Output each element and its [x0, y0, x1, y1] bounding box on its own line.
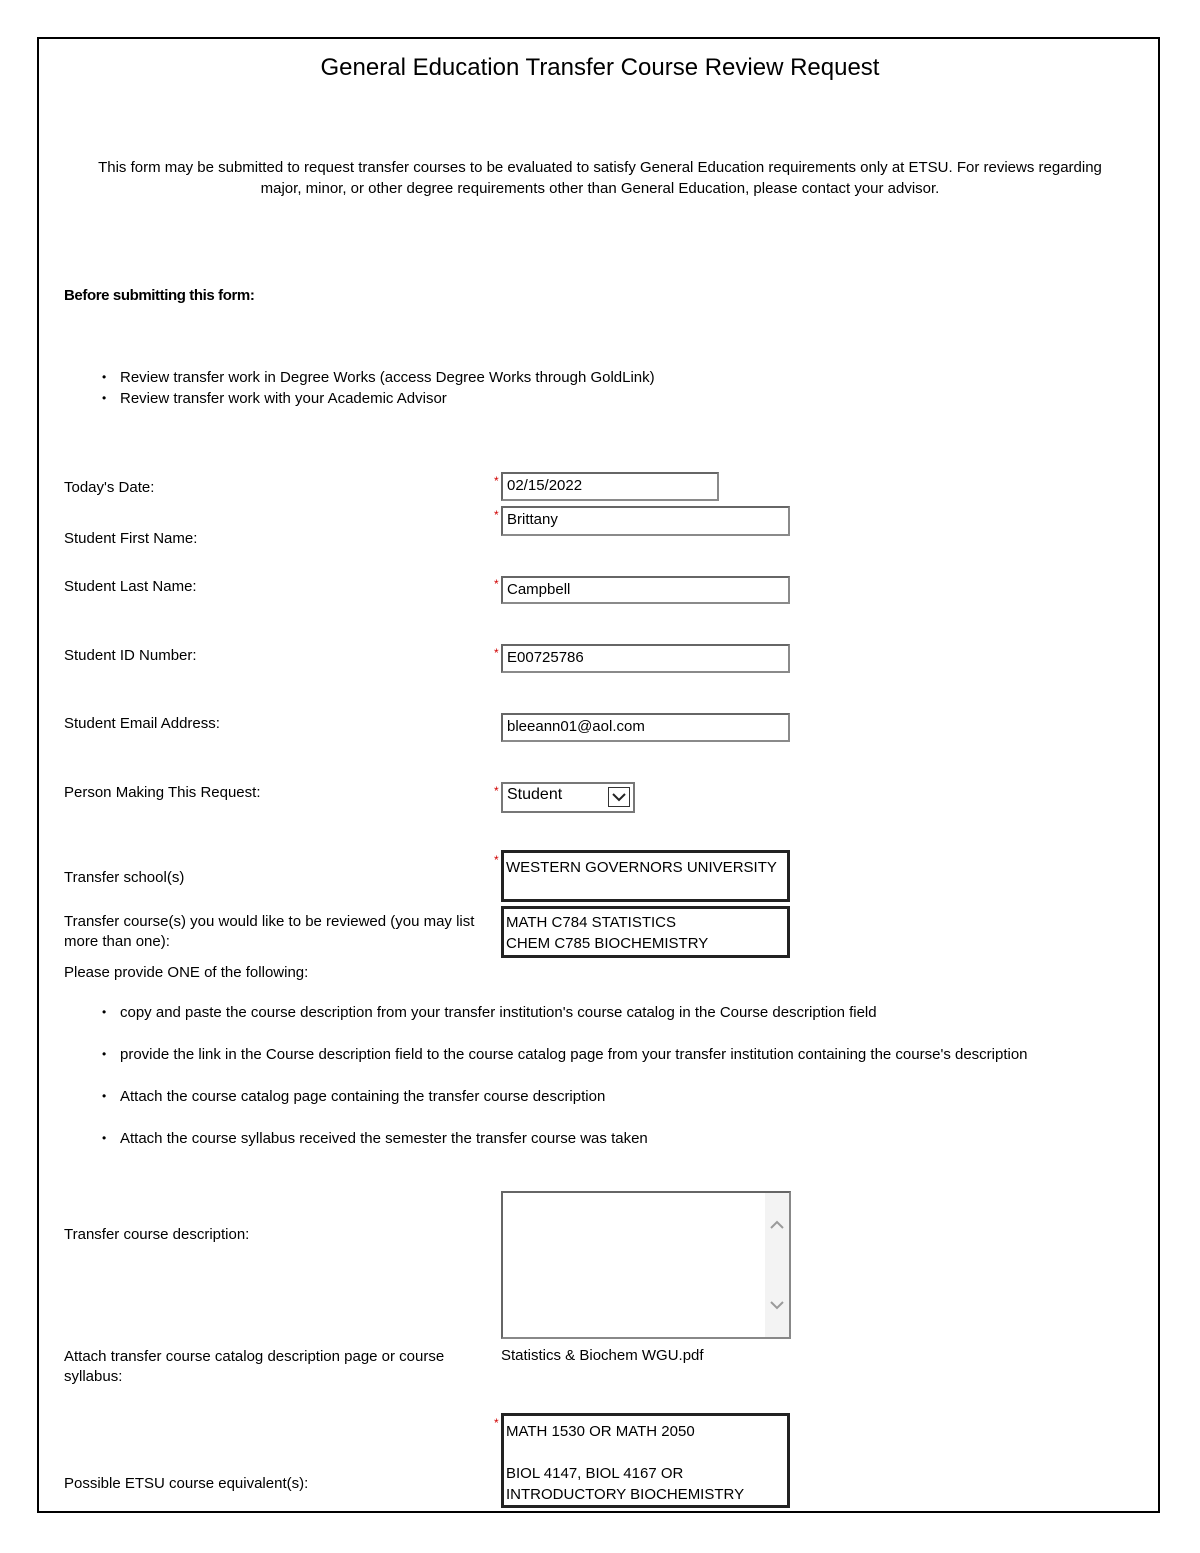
transfer-courses-field[interactable]	[501, 906, 790, 958]
scrollbar[interactable]	[765, 1193, 789, 1337]
attachment-label: Attach transfer course catalog description page or course syllabus:	[64, 1348, 445, 1385]
person-label: Person Making This Request:	[64, 784, 261, 801]
etsu-equivalent-line: MATH 1530 OR MATH 2050	[506, 1423, 695, 1440]
required-marker: *	[494, 474, 499, 488]
chevron-down-icon[interactable]	[608, 787, 630, 807]
course-description-label: Transfer course description:	[64, 1226, 250, 1243]
attachment-filename[interactable]: Statistics & Biochem WGU.pdf	[501, 1347, 704, 1364]
provide-list	[100, 1002, 1090, 1170]
last-name-field[interactable]: Campbell	[501, 576, 790, 604]
transfer-course-line: CHEM C785 BIOCHEMISTRY	[506, 935, 709, 952]
before-heading: Before submitting this form:	[64, 287, 255, 304]
etsu-equivalent-label: Possible ETSU course equivalent(s):	[64, 1475, 309, 1492]
chevron-down-icon[interactable]	[769, 1297, 785, 1313]
person-select-value: Student	[507, 786, 563, 803]
transfer-courses-label: Transfer course(s) you would like to be reviewed (you may list more than one):	[64, 913, 475, 950]
required-marker: *	[494, 853, 499, 867]
page-title: General Education Transfer Course Review Request	[320, 54, 880, 81]
course-description-textarea[interactable]	[501, 1191, 791, 1339]
email-label: Student Email Address:	[64, 715, 220, 732]
transfer-school-label: Transfer school(s)	[64, 869, 185, 886]
list-item: • Review transfer work in Degree Works (access Degree Works through GoldLink)	[100, 367, 655, 388]
required-marker: *	[494, 1416, 499, 1430]
person-select[interactable]	[501, 782, 635, 813]
email-field[interactable]: bleeann01@aol.com	[501, 713, 790, 742]
required-marker: *	[494, 508, 499, 522]
list-item: • copy and paste the course description from your transfer institution's course catalog in the Course description field	[100, 1002, 1090, 1023]
required-marker: *	[494, 784, 499, 798]
transfer-school-field[interactable]: WESTERN GOVERNORS UNIVERSITY	[501, 850, 790, 902]
first-name-field[interactable]: Brittany	[501, 506, 790, 536]
student-id-field[interactable]: E00725786	[501, 644, 790, 673]
required-marker: *	[494, 646, 499, 660]
todays-date-field[interactable]: 02/15/2022	[501, 472, 719, 501]
intro-text: This form may be submitted to request transfer courses to be evaluated to satisfy General Education requirements only at ETSU. For reviews regarding major, minor, or other degree requirements other than General Education, please contact your advisor.	[98, 159, 1102, 197]
transfer-course-line: MATH C784 STATISTICS	[506, 914, 677, 931]
list-item: • provide the link in the Course description field to the course catalog page from your transfer institution containing the course's description	[100, 1044, 1090, 1065]
student-id-label: Student ID Number:	[64, 647, 197, 664]
todays-date-label: Today's Date:	[64, 479, 155, 496]
last-name-label: Student Last Name:	[64, 578, 197, 595]
first-name-label: Student First Name:	[64, 530, 198, 547]
chevron-up-icon[interactable]	[769, 1217, 785, 1233]
list-item: • Review transfer work with your Academic Advisor	[100, 388, 655, 409]
list-item: • Attach the course syllabus received the semester the transfer course was taken	[100, 1128, 1090, 1149]
list-item: • Attach the course catalog page containing the transfer course description	[100, 1086, 1090, 1107]
before-list	[100, 367, 655, 409]
required-marker: *	[494, 577, 499, 591]
provide-heading: Please provide ONE of the following:	[64, 964, 309, 981]
etsu-equivalent-field[interactable]	[501, 1413, 790, 1508]
etsu-equivalent-line: BIOL 4147, BIOL 4167 OR INTRODUCTORY BIOCHEMISTRY	[506, 1465, 745, 1503]
